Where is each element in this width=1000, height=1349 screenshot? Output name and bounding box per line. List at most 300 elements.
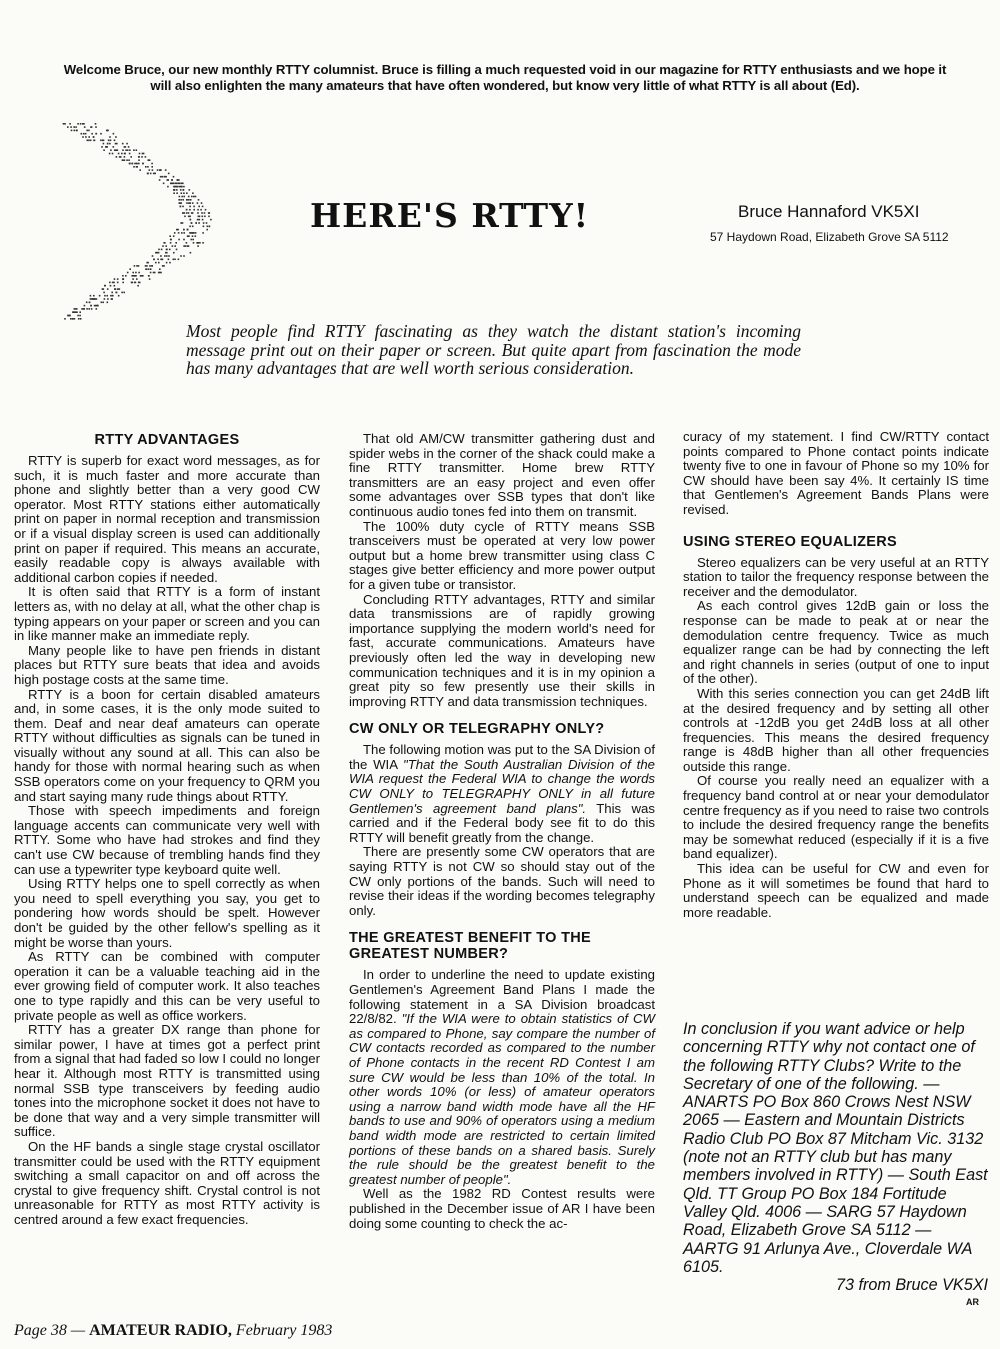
art-dot (74, 308, 76, 310)
art-dot (173, 186, 175, 188)
art-dot (188, 202, 190, 204)
art-dot (83, 308, 85, 310)
art-dot (121, 153, 123, 155)
art-dot (77, 123, 79, 125)
art-dot (208, 216, 210, 218)
art-dot (151, 166, 153, 168)
art-dot (190, 252, 192, 254)
section-heading-stereo-equalizers: USING STEREO EQUALIZERS (683, 533, 897, 550)
art-dot (86, 130, 88, 132)
art-dot (166, 249, 168, 251)
art-dot (110, 295, 112, 297)
art-dot (189, 226, 191, 228)
paragraph: This idea can be useful for CW and even for Phone as it will sometimes be found that hard to understand speech can be equalized and made more readable. (683, 861, 989, 920)
art-dot (95, 305, 97, 307)
art-dot (146, 265, 148, 267)
paragraph: Of course you really need an equalizer with a frequency band control at or near your demodulator centre frequency as if you need to raise two controls to include the desired frequency range the benefits may be somewhat reduced (especially if it is a five band equalizer). (683, 773, 989, 862)
art-dot (129, 268, 131, 270)
art-dot (103, 292, 105, 294)
art-dot (112, 282, 114, 284)
paragraph: RTTY has a greater DX range than phone for similar power, I have at times got a perfect print from a signal that had faded so low I could no longer hear it. Although most RTTY is transmitted using normal SSB type transceivers by feeding audio tones into the microphone socket it does not have to be done that way and a very simple transmitter will suffice. (14, 1022, 320, 1140)
art-dot (180, 222, 182, 224)
art-dot (202, 206, 204, 208)
art-dot (116, 156, 118, 158)
art-dot (118, 153, 120, 155)
art-dot (136, 163, 138, 165)
art-dot (186, 202, 188, 204)
section-heading-greatest-benefit: THE GREATEST BENEFIT TO THE GREATEST NUMBER? (349, 930, 591, 963)
art-dot (197, 202, 199, 204)
art-dot (131, 282, 133, 284)
art-dot (179, 183, 181, 185)
art-dot (205, 209, 207, 211)
art-dot (150, 173, 152, 175)
art-dot (104, 295, 106, 297)
art-dot (88, 136, 90, 138)
art-dot (181, 196, 183, 198)
art-dot (198, 216, 200, 218)
art-dot (192, 202, 194, 204)
art-dot (200, 209, 202, 211)
art-dot (161, 259, 163, 261)
art-dot (123, 292, 125, 294)
art-dot (191, 222, 193, 224)
art-dot (174, 232, 176, 234)
art-dot (81, 308, 83, 310)
art-dot (111, 298, 113, 300)
art-dot (156, 252, 158, 254)
art-dot (178, 232, 180, 234)
art-dot (206, 222, 208, 224)
art-dot (178, 239, 180, 241)
art-dot (95, 133, 97, 135)
art-dot (115, 292, 117, 294)
art-dot (145, 156, 147, 158)
art-dot (171, 183, 173, 185)
art-dot (109, 282, 111, 284)
art-dot (186, 199, 188, 201)
art-dot (107, 130, 109, 132)
art-dot (180, 183, 182, 185)
art-dot (76, 311, 78, 313)
art-dot (186, 212, 188, 214)
art-dot (183, 229, 185, 231)
closing-note (683, 1020, 988, 1294)
art-dot (147, 173, 149, 175)
art-dot (99, 295, 101, 297)
art-dot (132, 272, 134, 274)
art-dot (137, 285, 139, 287)
paragraph: There are presently some CW operators that are saying RTTY is not CW so should stay out of the CW only portions of the bands. Such will need to revise their ideas if the wording becomes telegraphy only. (349, 844, 655, 918)
art-dot (107, 143, 109, 145)
art-dot (164, 255, 166, 257)
art-dot (197, 242, 199, 244)
art-dot (195, 196, 197, 198)
rtty-print-art (25, 118, 225, 328)
art-dot (164, 242, 166, 244)
art-dot (139, 169, 141, 171)
art-dot (80, 123, 82, 125)
art-dot (145, 268, 147, 270)
art-dot (93, 298, 95, 300)
art-dot (180, 255, 182, 257)
art-dot (96, 308, 98, 310)
art-dot (84, 126, 86, 128)
art-dot (134, 163, 136, 165)
art-dot (195, 222, 197, 224)
art-dot (161, 249, 163, 251)
art-dot (183, 255, 185, 257)
author-name: Bruce Hannaford VK5XI (738, 202, 920, 221)
art-dot (150, 268, 152, 270)
art-dot (114, 278, 116, 280)
art-dot (185, 245, 187, 247)
art-dot (154, 173, 156, 175)
art-dot (165, 252, 167, 254)
art-dot (69, 123, 71, 125)
art-dot (182, 206, 184, 208)
art-dot (186, 242, 188, 244)
art-dot (168, 255, 170, 257)
art-dot (132, 278, 134, 280)
art-dot (201, 212, 203, 214)
art-dot (170, 239, 172, 241)
art-dot (158, 272, 160, 274)
art-dot (190, 199, 192, 201)
art-dot (112, 153, 114, 155)
art-dot (193, 196, 195, 198)
art-dot (109, 153, 111, 155)
art-dot (178, 259, 180, 261)
art-dot (133, 275, 135, 277)
art-dot (183, 189, 185, 191)
art-dot (204, 212, 206, 214)
art-dot (187, 235, 189, 237)
art-dot (175, 242, 177, 244)
art-dot (130, 156, 132, 158)
paragraph: Using RTTY helps one to spell correctly as when you need to spell everything you say, you get to pondering how words should be spelt. However don't be guided by the other fellow's spelling as it might be worse than yours. (14, 876, 320, 950)
art-dot (133, 166, 135, 168)
art-dot (92, 298, 94, 300)
art-dot (106, 295, 108, 297)
art-dot (141, 275, 143, 277)
art-dot (183, 212, 185, 214)
art-dot (86, 302, 88, 304)
art-dot (117, 288, 119, 290)
section-heading-cw-only: CW ONLY OR TELEGRAPHY ONLY? (349, 721, 605, 738)
art-dot (90, 298, 92, 300)
art-dot (89, 302, 91, 304)
art-dot (124, 159, 126, 161)
art-dot (189, 216, 191, 218)
art-dot (138, 265, 140, 267)
art-dot (115, 288, 117, 290)
art-dot (207, 226, 209, 228)
art-dot (182, 212, 184, 214)
art-dot (100, 133, 102, 135)
column-2 (349, 432, 655, 1231)
art-dot (169, 262, 171, 264)
art-dot (191, 232, 193, 234)
art-dot (83, 123, 85, 125)
art-dot (122, 282, 124, 284)
art-dot (202, 242, 204, 244)
section-heading-rtty-advantages: RTTY ADVANTAGES (94, 432, 240, 448)
art-dot (174, 245, 176, 247)
paragraph: With this series connection you can get 24dB lift at the desired frequency and by setting all other controls at -12dB you get 24dB loss at all other frequencies. This means the desired frequency range is 48dB higher than all other frequencies outside this range. (683, 685, 989, 774)
art-dot (138, 163, 140, 165)
art-dot (172, 245, 174, 247)
motion-quote: "That the South Australian Division of the WIA request the Federal WIA to change the words CW ONLY to TELEGRAPHY ONLY in all future Gentlemen's agreement band plans". (349, 756, 656, 816)
art-dot (169, 249, 171, 251)
art-dot (193, 209, 195, 211)
art-dot (190, 232, 192, 234)
art-dot (189, 206, 191, 208)
art-dot (197, 219, 199, 221)
art-dot (135, 272, 137, 274)
art-dot (64, 123, 66, 125)
art-dot (165, 245, 167, 247)
art-dot (158, 262, 160, 264)
art-dot (163, 183, 165, 185)
art-dot (209, 226, 211, 228)
art-dot (152, 255, 154, 257)
art-dot (114, 140, 116, 142)
art-dot (80, 318, 82, 320)
art-dot (209, 212, 211, 214)
paragraph: Concluding RTTY advantages, RTTY and similar data transmissions are of rapidly growing importance supplying the modern world's need for fast, accurate communications. Amateurs have previously often led the way in developing new communication techniques and it is in my opinion a great pity so few presently use their skills in improving RTTY and data transmission techniques. (349, 591, 655, 709)
art-dot (111, 292, 113, 294)
art-dot (165, 176, 167, 178)
art-dot (76, 130, 78, 132)
art-dot (117, 282, 119, 284)
art-dot (177, 179, 179, 181)
art-dot (188, 199, 190, 201)
art-dot (124, 156, 126, 158)
editor-intro: Welcome Bruce, our new monthly RTTY columnist. Bruce is filling a much requested void in our magazine for RTTY enthusiasts and we hope it will also enlighten the many amateurs that have often wondered, but know very little of what RTTY is all about (Ed). (63, 62, 947, 93)
art-dot (141, 156, 143, 158)
art-dot (176, 192, 178, 194)
art-dot (184, 216, 186, 218)
art-dot (182, 183, 184, 185)
art-dot (122, 149, 124, 151)
text-run: In order to underline the need to update existing Gentlemen's Agreement Band Plans I made the following statement in a SA Division broadcast 22/8/82. (349, 967, 655, 1027)
paragraph: The 100% duty cycle of RTTY means SSB transceivers must be operated at very low power output but a home brew transmitter using class C stages give better efficiency and more power output for a given tube or transistor. (349, 518, 655, 592)
art-dot (102, 302, 104, 304)
art-dot (129, 153, 131, 155)
art-dot (138, 159, 140, 161)
art-dot (180, 186, 182, 188)
art-dot (195, 235, 197, 237)
art-dot (97, 305, 99, 307)
art-dot (106, 146, 108, 148)
art-dot (188, 212, 190, 214)
art-dot (109, 136, 111, 138)
art-dot (128, 159, 130, 161)
paragraph: Those with speech impediments and foreign language accents can communicate very well with RTTY. Some who have had strokes and find they can't use CW because of trembling hands find they can use a typewriter type keyboard quite well. (14, 803, 320, 877)
art-dot (115, 143, 117, 145)
art-dot (77, 315, 79, 317)
paragraph: RTTY is a boon for certain disabled amateurs and, in some cases, it is the only mode suited to them. Deaf and near deaf amateurs can operate RTTY without difficulties as signals can be tuned in visually without any sound at all. This can also be handy for those with normal hearing such as when SSB operators come on your frequency to QRM you and start saying many rude things about RTTY. (14, 686, 320, 804)
art-dot (168, 259, 170, 261)
art-dot (153, 173, 155, 175)
art-dot (157, 169, 159, 171)
art-dot (119, 288, 121, 290)
art-dot (160, 255, 162, 257)
text-run: The following motion was put to the SA Division of the WIA (349, 742, 655, 772)
article-lede: Most people find RTTY fascinating as they watch the distant station's incoming message print out on their paper or screen. But quite apart from fascination the mode has many advantages that are well worth serious consideration. (186, 321, 801, 378)
art-dot (90, 140, 92, 142)
art-dot (71, 130, 73, 132)
art-dot (142, 275, 144, 277)
art-dot (192, 192, 194, 194)
art-dot (202, 216, 204, 218)
art-dot (131, 163, 133, 165)
art-dot (122, 143, 124, 145)
art-dot (145, 265, 147, 267)
art-dot (136, 278, 138, 280)
art-dot (197, 245, 199, 247)
art-dot (78, 318, 80, 320)
art-dot (91, 126, 93, 128)
art-dot (74, 318, 76, 320)
art-dot (101, 146, 103, 148)
art-dot (189, 209, 191, 211)
art-dot (166, 262, 168, 264)
art-dot (67, 126, 69, 128)
art-dot (157, 259, 159, 261)
art-dot (72, 318, 74, 320)
column-3 (683, 430, 989, 920)
art-dot (135, 282, 137, 284)
art-dot (90, 295, 92, 297)
art-dot (183, 196, 185, 198)
art-dot (75, 126, 77, 128)
art-dot (183, 192, 185, 194)
art-dot (176, 229, 178, 231)
art-dot (131, 275, 133, 277)
art-dot (148, 268, 150, 270)
art-dot (192, 226, 194, 228)
art-dot (125, 146, 127, 148)
closing-text: In conclusion if you want advice or help concerning RTTY why not contact one of the following RTTY Clubs? Write to the Secretary of one of the following. — ANARTS PO Box 860 Crows Nest NSW 2065 — Eastern and Mountain Districts Radio Club PO Box 87 Mitcham Vic. 3132 (note not an RTTY club but has many members involved in RTTY) — South East Qld. TT Group PO Box 184 Fortitude Valley Qld. 4006 — SARG 57 Haydown Road, Elizabeth Grove SA 5112 — AARTG 91 Arlunya Ave., Cloverdale WA 6105. (683, 1020, 988, 1276)
art-dot (193, 206, 195, 208)
art-dot (85, 133, 87, 135)
art-dot (182, 199, 184, 201)
art-dot (158, 249, 160, 251)
art-dot (118, 295, 120, 297)
art-dot (129, 149, 131, 151)
art-dot (136, 265, 138, 267)
art-dot (93, 140, 95, 142)
art-dot (148, 275, 150, 277)
art-dot (175, 183, 177, 185)
art-dot (63, 123, 65, 125)
art-dot (148, 159, 150, 161)
art-dot (85, 136, 87, 138)
art-dot (135, 275, 137, 277)
art-dot (195, 232, 197, 234)
art-dot (107, 298, 109, 300)
paragraph: Stereo equalizers can be very useful at an RTTY station to tailor the frequency response between the receiver and the demodulator. (683, 554, 989, 599)
art-dot (203, 222, 205, 224)
art-dot (197, 212, 199, 214)
art-dot (73, 311, 75, 313)
art-dot (79, 315, 81, 317)
art-dot (149, 265, 151, 267)
art-dot (155, 262, 157, 264)
art-dot (96, 298, 98, 300)
art-dot (210, 219, 212, 221)
art-dot (199, 219, 201, 221)
art-dot (193, 232, 195, 234)
art-dot (192, 239, 194, 241)
art-dot (112, 295, 114, 297)
art-dot (173, 235, 175, 237)
art-dot (188, 196, 190, 198)
art-dot (206, 229, 208, 231)
art-dot (84, 305, 86, 307)
paragraph: As RTTY can be combined with computer operation it can be a valuable teaching aid in the ever growing field of computer work. It also teaches one to type rapidly and this can be very useful to private people as well as office workers. (14, 949, 320, 1023)
art-dot (165, 169, 167, 171)
art-dot (179, 196, 181, 198)
art-dot (107, 302, 109, 304)
art-dot (178, 179, 180, 181)
art-dot (180, 199, 182, 201)
paragraph (349, 743, 655, 845)
art-dot (113, 282, 115, 284)
art-dot (86, 308, 88, 310)
art-dot (113, 146, 115, 148)
art-dot (149, 169, 151, 171)
art-dot (122, 278, 124, 280)
art-dot (79, 311, 81, 313)
art-dot (122, 159, 124, 161)
end-mark: AR (966, 1297, 979, 1307)
art-dot (171, 179, 173, 181)
page-number: Page 38 — (14, 1322, 90, 1339)
art-dot (102, 288, 104, 290)
signature: 73 from Bruce VK5XI (835, 1276, 988, 1295)
art-dot (176, 249, 178, 251)
art-dot (125, 149, 127, 151)
paragraph: Well as the 1982 RD Contest results were published in the December issue of AR I have been doing some counting to check the ac- (349, 1186, 655, 1231)
art-dot (70, 318, 72, 320)
art-dot (190, 219, 192, 221)
art-dot (169, 235, 171, 237)
art-dot (168, 173, 170, 175)
art-dot (174, 189, 176, 191)
art-dot (170, 242, 172, 244)
art-dot (149, 278, 151, 280)
art-dot (202, 232, 204, 234)
art-dot (103, 143, 105, 145)
art-dot (183, 232, 185, 234)
art-dot (122, 275, 124, 277)
paragraph: On the HF bands a single stage crystal oscillator transmitter could be used with the RTTY equipment switching a small capacitor on and off across the crystal to give frequency shift. Crystal control is not unreasonable for RTTY as most RTTY activity is centred around a few exact frequencies. (14, 1138, 320, 1227)
art-dot (103, 149, 105, 151)
art-dot (76, 308, 78, 310)
art-dot (126, 159, 128, 161)
art-dot (64, 318, 66, 320)
art-dot (127, 272, 129, 274)
art-dot (173, 252, 175, 254)
art-dot (110, 140, 112, 142)
art-dot (180, 189, 182, 191)
art-dot (151, 163, 153, 165)
art-dot (93, 295, 95, 297)
art-dot (176, 189, 178, 191)
